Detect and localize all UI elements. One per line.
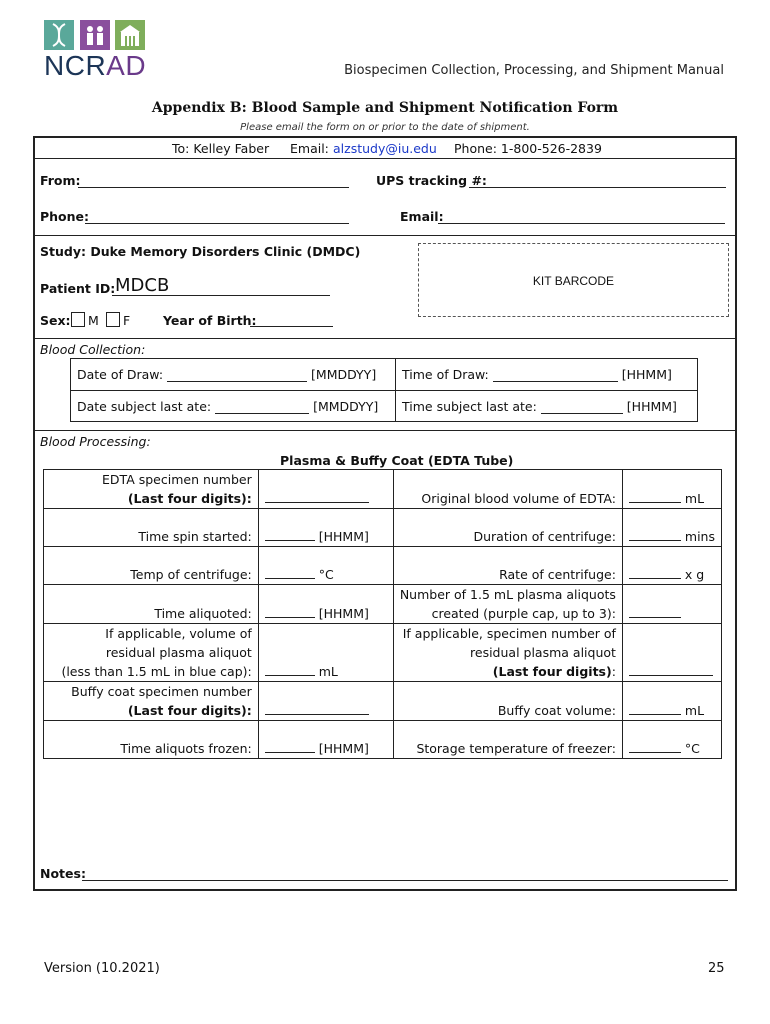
date-format: [MMDDYY] [311, 367, 377, 382]
phone-label: Phone: [40, 209, 90, 224]
temp-field[interactable] [258, 547, 393, 585]
email-label: Email: [400, 209, 444, 224]
divider [35, 430, 735, 431]
celsius-unit: °C [684, 741, 700, 756]
temp-label: Temp of centrifuge: [44, 547, 259, 585]
celsius-unit: °C [318, 567, 334, 582]
buffy-number-label: Buffy coat specimen number [71, 684, 252, 699]
last-four-label: (Last four digits) [492, 664, 612, 679]
date-of-draw-label: Date of Draw: [77, 367, 164, 382]
patient-id-field[interactable] [112, 295, 330, 296]
blank-line[interactable] [629, 752, 681, 753]
dna-icon [44, 20, 74, 50]
time-last-ate-label: Time subject last ate: [402, 398, 537, 414]
sex-f-label: F [123, 313, 131, 328]
mins-unit: mins [684, 529, 715, 544]
date-last-ate-cell[interactable] [71, 391, 396, 422]
kit-barcode-box [418, 243, 729, 317]
logo-building-tile [115, 20, 145, 50]
date-of-draw-cell[interactable] [71, 359, 396, 391]
spin-started-field[interactable] [258, 509, 393, 547]
rate-field[interactable] [622, 547, 721, 585]
ml-unit: mL [684, 491, 705, 506]
logo-dna-tile [44, 20, 74, 50]
time-aliquoted-field[interactable] [258, 585, 393, 624]
blank-line[interactable] [265, 714, 369, 715]
ml-unit: mL [684, 703, 705, 718]
blank-line[interactable] [629, 714, 681, 715]
blood-processing-heading: Blood Processing: [40, 434, 151, 449]
sex-f-checkbox[interactable] [106, 312, 120, 327]
from-field[interactable] [78, 187, 349, 188]
num-aliquots-label-cell [393, 585, 622, 624]
frozen-field[interactable] [258, 721, 393, 759]
contact-email-link[interactable]: alzstudy@iu.edu [333, 141, 437, 156]
residual-number-field[interactable] [622, 624, 721, 682]
residual-volume-label: If applicable, volume of [105, 626, 252, 641]
plasma-table-title: Plasma & Buffy Coat (EDTA Tube) [280, 453, 514, 468]
date-of-draw-field[interactable] [167, 381, 307, 382]
blank-line[interactable] [265, 675, 315, 676]
spin-started-label: Time spin started: [44, 509, 259, 547]
residual-volume-label-3: (less than 1.5 mL in blue cap): [61, 664, 252, 679]
rate-label: Rate of centrifuge: [393, 547, 622, 585]
orig-volume-label: Original blood volume of EDTA: [393, 470, 622, 509]
time-format: [HHMM] [621, 367, 672, 382]
form-title: Appendix B: Blood Sample and Shipment Notification Form [151, 100, 619, 116]
time-format: [HHMM] [626, 398, 677, 414]
edta-number-field[interactable] [258, 470, 393, 509]
from-label: From: [40, 173, 81, 188]
residual-volume-field[interactable] [258, 624, 393, 682]
buffy-volume-field[interactable] [622, 682, 721, 721]
num-aliquots-label: Number of 1.5 mL plasma aliquots [399, 587, 616, 602]
edta-number-label-cell [44, 470, 259, 509]
residual-number-label: If applicable, specimen number of [402, 626, 616, 641]
residual-number-label-cell [393, 624, 622, 682]
ml-unit: mL [318, 664, 338, 679]
manual-title: Biospecimen Collection, Processing, and Shipment Manual [344, 63, 724, 78]
duration-label: Duration of centrifuge: [393, 509, 622, 547]
blank-line[interactable] [265, 752, 315, 753]
orig-volume-field[interactable] [622, 470, 721, 509]
ups-tracking-label: UPS tracking #: [376, 173, 487, 188]
collection-table [70, 358, 698, 422]
xg-unit: x g [684, 567, 705, 582]
people-icon [80, 20, 110, 50]
last-four-label: (Last four digits): [127, 491, 252, 506]
colon: : [611, 664, 616, 679]
year-of-birth-label: Year of Birth: [163, 313, 257, 328]
time-last-ate-cell[interactable] [396, 391, 698, 422]
blank-line[interactable] [265, 540, 315, 541]
sex-m-label: M [88, 313, 99, 328]
patient-id-value[interactable]: MDCB [115, 275, 170, 296]
blank-line[interactable] [629, 502, 681, 503]
blank-line[interactable] [265, 617, 315, 618]
version: Version (10.2021) [44, 961, 160, 976]
date-last-ate-label: Date subject last ate: [77, 398, 212, 414]
sex-label: Sex: [40, 313, 71, 328]
date-last-ate-field[interactable] [215, 413, 309, 414]
page-number: 25 [708, 961, 725, 976]
patient-id-label: Patient ID: [40, 281, 116, 296]
last-four-label: (Last four digits): [127, 703, 252, 718]
form-subtitle: Please email the form on or prior to the date of shipment. [240, 122, 530, 133]
logo-people-tile [80, 20, 110, 50]
num-aliquots-label-2: created (purple cap, up to 3): [431, 606, 616, 621]
study-name: Study: Duke Memory Disorders Clinic (DMDC) [40, 244, 361, 259]
divider [35, 338, 735, 339]
blank-line[interactable] [629, 617, 681, 618]
sex-m-checkbox[interactable] [71, 312, 85, 327]
blank-line[interactable] [265, 502, 369, 503]
email-field[interactable] [438, 223, 725, 224]
contact-phone: Phone: 1-800-526-2839 [454, 141, 602, 156]
notes-field[interactable] [82, 880, 728, 881]
residual-volume-label-cell [44, 624, 259, 682]
blank-line[interactable] [629, 578, 681, 579]
blank-line[interactable] [629, 540, 681, 541]
contact-to: To: Kelley Faber [172, 141, 270, 156]
phone-field[interactable] [85, 223, 349, 224]
logo-wordmark: NCRAD [44, 50, 147, 81]
residual-volume-label-2: residual plasma aliquot [105, 645, 252, 660]
buffy-volume-label: Buffy coat volume: [393, 682, 622, 721]
divider [35, 235, 735, 236]
time-last-ate-field[interactable] [541, 413, 623, 414]
contact-email-label: Email: [290, 141, 329, 156]
buffy-number-field[interactable] [258, 682, 393, 721]
ups-tracking-field[interactable] [469, 187, 726, 188]
processing-table [43, 469, 722, 759]
time-of-draw-field[interactable] [493, 381, 618, 382]
blank-line[interactable] [265, 578, 315, 579]
time-of-draw-label: Time of Draw: [402, 367, 489, 382]
hhmm-unit: [HHMM] [318, 606, 369, 621]
residual-number-label-2: residual plasma aliquot [470, 645, 616, 660]
storage-label: Storage temperature of freezer: [393, 721, 622, 759]
date-format: [MMDDYY] [313, 398, 379, 414]
time-of-draw-cell[interactable] [396, 359, 698, 391]
num-aliquots-field[interactable] [622, 585, 721, 624]
residual-number-label-3 [400, 662, 616, 681]
duration-field[interactable] [622, 509, 721, 547]
storage-field[interactable] [622, 721, 721, 759]
hhmm-unit: [HHMM] [318, 529, 369, 544]
blank-line[interactable] [629, 675, 713, 676]
notes-label: Notes: [40, 866, 86, 881]
hhmm-unit: [HHMM] [318, 741, 369, 756]
building-icon [115, 20, 145, 50]
buffy-number-label-cell [44, 682, 259, 721]
blood-collection-heading: Blood Collection: [40, 342, 146, 357]
time-aliquoted-label: Time aliquoted: [44, 585, 259, 624]
edta-number-label: EDTA specimen number [102, 472, 252, 487]
divider [35, 158, 735, 159]
frozen-label: Time aliquots frozen: [44, 721, 259, 759]
kit-barcode-label: KIT BARCODE [532, 274, 615, 288]
year-of-birth-field[interactable] [250, 326, 333, 327]
